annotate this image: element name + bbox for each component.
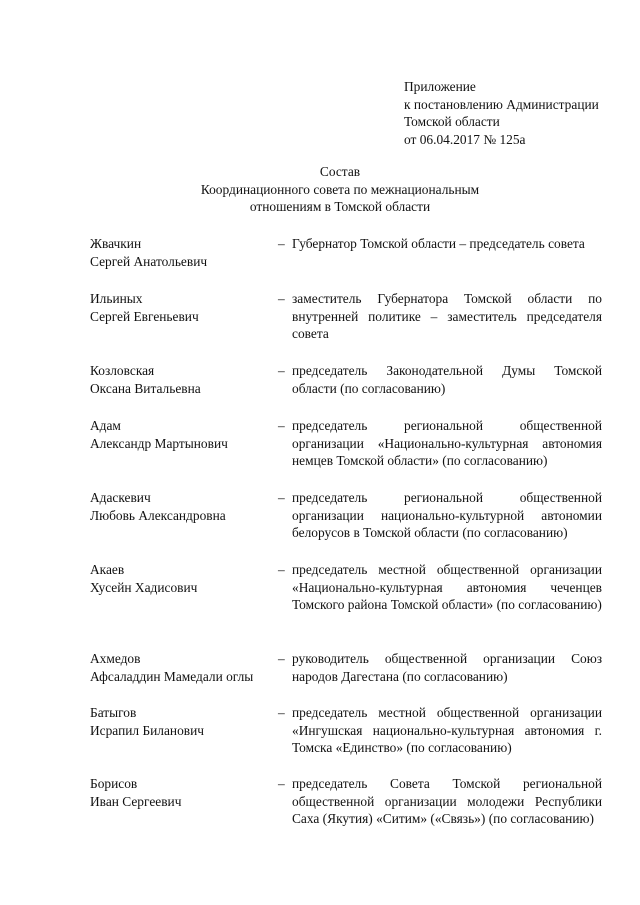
- member-name: [90, 775, 280, 810]
- title-line-3: отношениям в Томской области: [249, 199, 431, 215]
- member-surname: Адам: [90, 418, 121, 433]
- member-surname: Козловская: [90, 363, 155, 378]
- member-name: [90, 290, 280, 325]
- member-role: заместитель Губернатора Томской области по внутренней политике – заместитель председателя совета: [292, 291, 602, 342]
- appendix-region: Томской области: [404, 114, 500, 130]
- member-name: [90, 704, 280, 739]
- member-role: председатель местной общественной организации «Ингушская национально-культурная автономия г. Томска «Единство» (по согласованию): [292, 705, 602, 756]
- member-role: руководитель общественной организации Союз народов Дагестана (по согласованию): [292, 651, 602, 684]
- member-surname: Адаскевич: [90, 490, 151, 505]
- member-role: председатель региональной общественной организации национально-культурной автономии белорусов в Томской области (по согласованию): [292, 490, 602, 541]
- member-given-names: Исрапил Биланович: [90, 722, 205, 738]
- member-surname: Борисов: [90, 776, 138, 791]
- member-surname: Жвачкин: [90, 236, 142, 251]
- member-name: [90, 489, 280, 524]
- appendix-header: [404, 78, 624, 148]
- title-line-1: Состав: [319, 164, 361, 179]
- member-role: председатель местной общественной организации «Национально-культурная автономия чеченцев Томского района Томской области» (по согласованию): [292, 562, 602, 613]
- member-given-names: Сергей Анатольевич: [90, 253, 208, 269]
- dash-separator: –: [278, 651, 285, 666]
- dash-separator: –: [278, 776, 285, 791]
- dash-separator: –: [278, 490, 285, 505]
- appendix-label: Приложение: [404, 79, 476, 94]
- member-role: председатель Законодательной Думы Томской области (по согласованию): [292, 363, 602, 396]
- member-surname: Ильиных: [90, 291, 143, 306]
- dash-separator: –: [278, 291, 285, 306]
- member-given-names: Афсаладдин Мамедали оглы: [90, 668, 254, 684]
- member-given-names: Оксана Витальевна: [90, 380, 201, 396]
- member-given-names: Сергей Евгеньевич: [90, 308, 199, 324]
- member-given-names: Хусейн Хадисович: [90, 579, 198, 595]
- member-surname: Батыгов: [90, 705, 137, 720]
- member-name: [90, 362, 280, 397]
- dash-separator: –: [278, 418, 285, 433]
- member-name: [90, 417, 280, 452]
- member-name: [90, 561, 280, 596]
- dash-separator: –: [278, 562, 285, 577]
- member-role: председатель Совета Томской региональной общественной организации молодежи Республики Саха (Якутия) «Ситим» («Связь») (по согласованию): [292, 776, 602, 827]
- dash-separator: –: [278, 363, 285, 378]
- member-given-names: Иван Сергеевич: [90, 793, 182, 809]
- member-given-names: Александр Мартынович: [90, 435, 228, 451]
- dash-separator: –: [278, 236, 285, 251]
- member-surname: Акаев: [90, 562, 125, 577]
- dash-separator: –: [278, 705, 285, 720]
- appendix-decree-ref: к постановлению Администрации: [404, 96, 599, 112]
- member-role: председатель региональной общественной организации «Национально-культурная автономия немцев Томской области» (по согласованию): [292, 418, 602, 469]
- title-line-2: Координационного совета по межнациональным: [200, 181, 480, 197]
- document-title: [150, 163, 530, 216]
- member-role: Губернатор Томской области – председатель совета: [292, 236, 585, 251]
- appendix-date-number: от 06.04.2017 № 125а: [404, 131, 526, 147]
- member-given-names: Любовь Александровна: [90, 507, 226, 523]
- member-name: [90, 650, 280, 685]
- member-name: [90, 235, 280, 270]
- member-surname: Ахмедов: [90, 651, 141, 666]
